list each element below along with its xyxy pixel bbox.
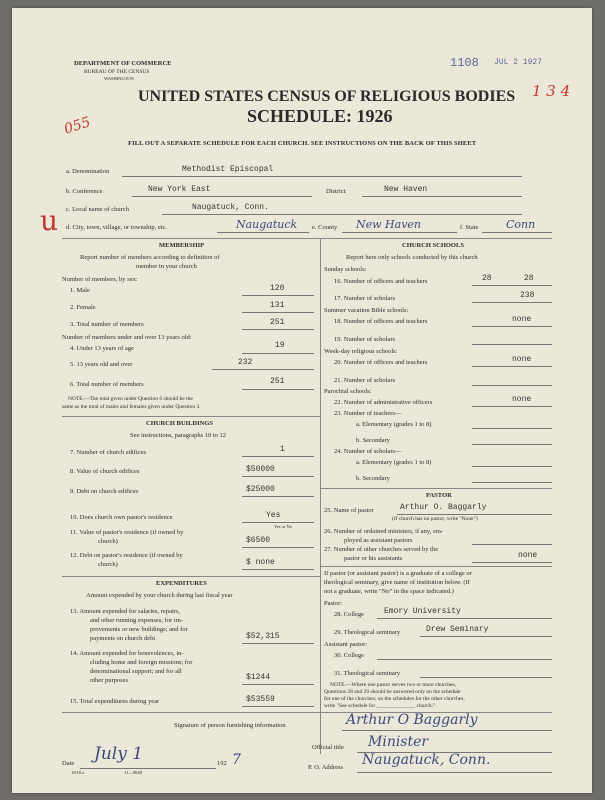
q28-value: Emory University	[384, 607, 461, 616]
q31-label: 31. Theological seminary	[334, 670, 401, 677]
expenditures-sub: Amount expended by your church during last fiscal year	[86, 592, 233, 599]
graduate-note-2: theological seminary, give name of institution below. (If	[324, 579, 470, 586]
official-title-value: Minister	[368, 734, 429, 750]
state-value: Conn	[506, 218, 536, 231]
q13-line-c: provements or new buildings; and for	[90, 626, 188, 633]
schools-title: CHURCH SCHOOLS	[402, 242, 464, 249]
q13-value: $52,315	[246, 632, 280, 641]
membership-sub1: Report number of members according to definition of	[80, 254, 220, 261]
q13-line-d: payments on church debt	[90, 635, 156, 642]
q15-value: $53559	[246, 695, 275, 704]
pastor-note-1: NOTE.—Where one pastor serves two or more churches,	[330, 682, 456, 688]
q30-label: 30. College	[334, 652, 364, 659]
year-value: 7	[232, 752, 241, 768]
q7-value: 1	[280, 445, 285, 454]
bureau-name: BUREAU OF THE CENSUS	[84, 69, 150, 75]
membership-title: MEMBERSHIP	[159, 242, 205, 249]
q8-value: $50000	[246, 465, 275, 474]
q14-line-c: denominational support; and for all	[90, 668, 182, 675]
local-name-label: c. Local name of church	[66, 206, 129, 213]
q2-value: 131	[270, 301, 285, 310]
q29-value: Drew Seminary	[426, 625, 489, 634]
city-name: WASHINGTON	[104, 76, 134, 81]
q5-label: 5. 13 years old and over	[70, 361, 133, 368]
q10-label: 10. Does church own pastor's residence	[70, 514, 173, 521]
q18-label: 18. Number of officers and teachers	[334, 318, 428, 325]
pastor-note-4: write "See schedule for ______________ church."	[324, 703, 436, 709]
q11-label-b: church)	[98, 538, 118, 545]
denomination-value: Methodist Episcopal	[182, 165, 274, 174]
yes-no-hint: Yes or No	[274, 524, 293, 529]
membership-note2: same as the total of males and females given under Question 3.	[62, 404, 201, 410]
denomination-label: a. Denomination	[66, 168, 110, 175]
q18-value: none	[512, 315, 532, 324]
pastor-subhead: Pastor:	[324, 600, 343, 607]
q23-label: 23. Number of teachers—	[334, 410, 402, 417]
q6-value: 251	[270, 377, 285, 386]
po-address-value: Naugatuck, Conn.	[362, 752, 491, 768]
city-value: Naugatuck	[236, 218, 298, 231]
conference-label: b. Conference	[66, 188, 103, 195]
membership-sub2: member in your church	[136, 263, 197, 270]
signature-value: Arthur O Baggarly	[346, 712, 478, 728]
q3-value: 251	[270, 318, 285, 327]
q14-line-b: cluding home and foreign missions; for	[90, 659, 193, 666]
q24b-label: b. Secondary	[356, 475, 390, 482]
schools-sub: Report here only schools conducted by this church	[346, 254, 478, 261]
expenditures-title: EXPENDITURES	[156, 580, 207, 587]
state-label: f. State	[460, 224, 479, 231]
q13-line-a: 13. Amount expended for salaries, repairs,	[70, 608, 181, 615]
q26-label-b: ployed as assistant pastors	[344, 537, 413, 544]
weekday-schools-label: Week-day religious schools:	[324, 348, 398, 355]
q11-label-a: 11. Value of pastor's residence (if owned by	[70, 529, 184, 536]
q7-label: 7. Number of church edifices	[70, 449, 146, 456]
county-value: New Haven	[356, 218, 422, 231]
local-name-value: Naugatuck, Conn.	[192, 203, 269, 212]
q17-value: 238	[520, 291, 535, 300]
census-schedule-sheet	[12, 8, 592, 793]
dept-name: DEPARTMENT OF COMMERCE	[74, 60, 172, 67]
summer-schools-label: Summer vacation Bible schools:	[324, 307, 409, 314]
pastor-title: PASTOR	[426, 492, 452, 499]
q17-label: 17. Number of scholars	[334, 295, 396, 302]
q22-label: 22. Number of administrative officers	[334, 399, 433, 406]
q27-label-a: 27. Number of other churches served by the	[324, 546, 439, 553]
members-by-age: Number of members under and over 13 years old:	[62, 334, 192, 341]
q1-value: 120	[270, 284, 285, 293]
q4-value: 19	[275, 341, 285, 350]
q9-label: 9. Debt on church edifices	[70, 488, 139, 495]
q14-value: $1244	[246, 673, 271, 682]
members-by-sex: Number of members, by sex:	[62, 276, 138, 283]
q4-label: 4. Under 13 years of age	[70, 345, 134, 352]
q1-label: 1. Male	[70, 287, 90, 294]
graduate-note-1: If pastor (or assistant pastor) is a graduate of a college or	[324, 570, 472, 577]
graduate-note-3: not a graduate, write "No" in the space indicated.)	[324, 588, 454, 595]
instructions-line: FILL OUT A SEPARATE SCHEDULE FOR EACH CHURCH. SEE INSTRUCTIONS ON THE BACK OF THIS SHEET	[128, 140, 477, 147]
district-value: New Haven	[384, 185, 428, 194]
q24a-label: a. Elementary (grades 1 to 8)	[356, 459, 432, 466]
q16-value: 28	[482, 274, 492, 283]
q23a-label: a. Elementary (grades 1 to 8)	[356, 421, 432, 428]
pastor-note-3: for one of the churches; on the schedules for the other churches,	[324, 696, 465, 702]
q21-label: 21. Number of scholars	[334, 377, 396, 384]
q22-value: none	[512, 395, 532, 404]
official-title-label: Official title	[312, 744, 344, 751]
po-address-label: P. O. Address	[308, 764, 344, 771]
q23b-label: b. Secondary	[356, 437, 390, 444]
schedule-title: SCHEDULE: 1926	[247, 106, 393, 126]
red-code-right: 1 3 4	[532, 82, 571, 100]
assistant-pastor-subhead: Assistant pastor:	[324, 641, 368, 648]
q5-value: 232	[238, 358, 253, 367]
q25-label: 25. Name of pastor	[324, 507, 374, 514]
q16-label: 16. Number of officers and teachers	[334, 278, 428, 285]
q27-value: none	[518, 551, 538, 560]
q27-label-b: pastor or his assistants	[344, 555, 403, 562]
form-number: 6518 a	[72, 770, 85, 775]
q10-value: Yes	[266, 511, 281, 520]
q25-note: (If church has no pastor, write "None")	[392, 516, 478, 522]
date-label: Date	[62, 760, 75, 767]
county-label: e. County	[312, 224, 338, 231]
q24-label: 24. Number of scholars—	[334, 448, 402, 455]
q3-label: 3. Total number of members	[70, 321, 144, 328]
parochial-schools-label: Parochial schools:	[324, 388, 372, 395]
q8-label: 8. Value of church edifices	[70, 468, 140, 475]
signature-label: Signature of person furnishing information	[174, 722, 286, 729]
q14-line-d: other purposes	[90, 677, 129, 684]
q13-line-b: and other running expenses; for im-	[90, 617, 183, 624]
stamp-number: 1108	[450, 56, 479, 70]
q25-value: Arthur O. Baggarly	[400, 503, 487, 512]
sunday-schools-label: Sunday schools:	[324, 266, 367, 273]
form-number-2: 11—9048	[124, 770, 142, 775]
conference-value: New York East	[148, 185, 211, 194]
q28-label: 28. College	[334, 611, 364, 618]
q6-label: 6. Total number of members	[70, 381, 144, 388]
q11-value: $6500	[246, 536, 271, 545]
red-code-left: 055	[62, 114, 93, 138]
q16-value-corrected: 28	[524, 274, 534, 283]
buildings-sub: See instructions, paragraphs 10 to 12	[130, 432, 227, 439]
stamp-date: JUL 2 1927	[494, 58, 543, 67]
city-label: d. City, town, village, or township, etc.	[66, 224, 168, 231]
q9-value: $25000	[246, 485, 275, 494]
q15-label: 15. Total expenditures during year	[70, 698, 160, 705]
q14-line-a: 14. Amount expended for benevolences, in-	[70, 650, 184, 657]
buildings-title: CHURCH BUILDINGS	[146, 420, 213, 427]
district-label: District	[326, 188, 346, 195]
q12-value: $ none	[246, 558, 275, 567]
q26-label-a: 26. Number of ordained ministers, if any, em-	[324, 528, 444, 535]
q20-label: 20. Number of officers and teachers	[334, 359, 428, 366]
q12-label-a: 12. Debt on pastor's residence (if owned by	[70, 552, 183, 559]
year-prefix: 192	[217, 760, 227, 767]
form-title: UNITED STATES CENSUS OF RELIGIOUS BODIES	[138, 88, 516, 105]
q12-label-b: church)	[98, 561, 118, 568]
q29-label: 29. Theological seminary	[334, 629, 401, 636]
q2-label: 2. Female	[70, 304, 96, 311]
date-value: July 1	[94, 744, 144, 764]
membership-note1: NOTE.—The total given under Question 6 should be the	[68, 396, 193, 402]
pastor-note-2: Questions 28 and 29 should be answered only on the schedule	[324, 689, 461, 695]
q20-value: none	[512, 355, 532, 364]
red-check-mark: u	[40, 204, 59, 237]
q19-label: 19. Number of scholars	[334, 336, 396, 343]
